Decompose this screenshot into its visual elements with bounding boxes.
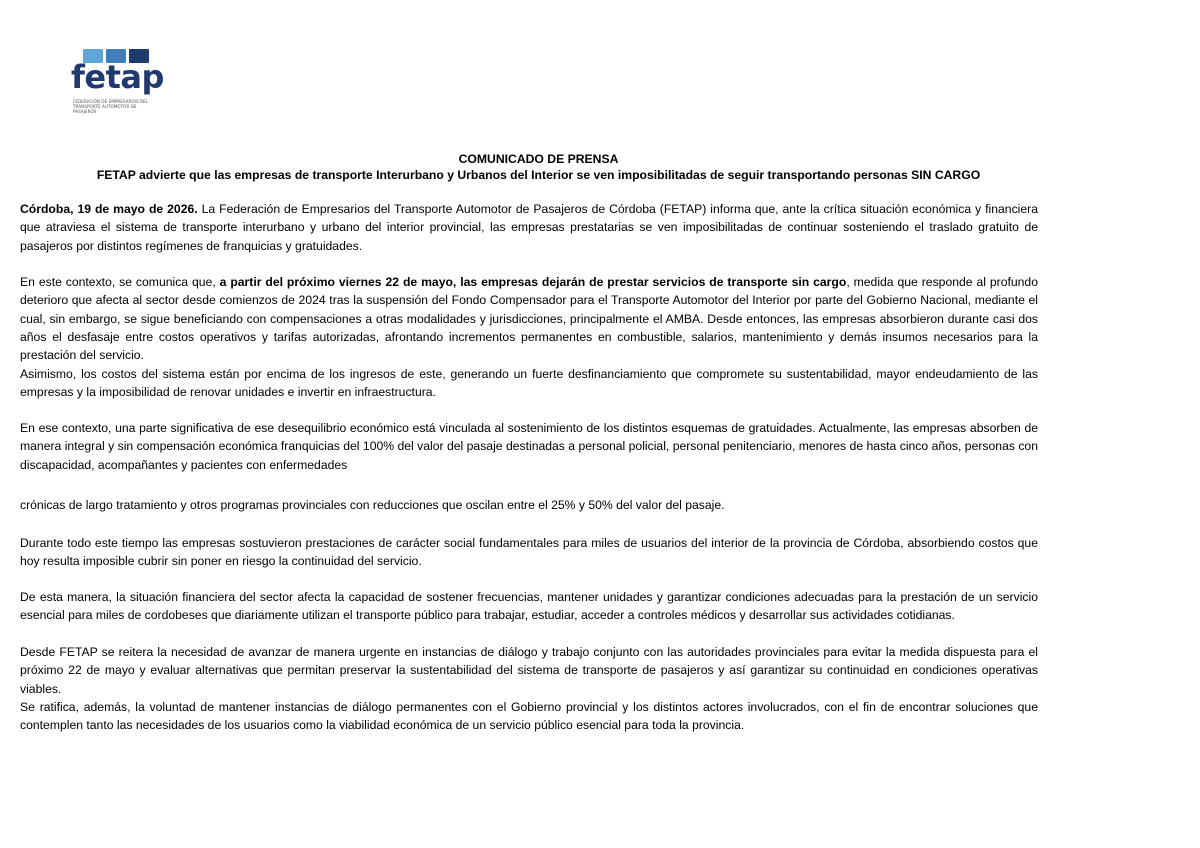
paragraph-9: Se ratifica, además, la voluntad de mantener instancias de diálogo permanentes con el Gobierno provincial y los distintos actores involucrados, con el fin de encontrar soluciones que contemplen tanto las necesidades de los usuarios como la viabilidad económica de un servicio público esencial para toda la provincia. — [20, 700, 1038, 733]
paragraph-4: En ese contexto, una parte significativa de ese desequilibrio económico está vinculada al sostenimiento de los distintos esquemas de gratuidades. Actualmente, las empresas absorben de manera integral y sin compensación económica franquicias del 100% del valor del pasaje destinadas a personal policial, personal penitenciario, menores de hasta cinco años, personas con discapacidad, acompañantes y pacientes con enfermedades — [20, 421, 1038, 472]
paragraph-2 — [20, 273, 1038, 364]
paragraph-6: Durante todo este tiempo las empresas sostuvieron prestaciones de carácter social fundamentales para miles de usuarios del interior de la provincia de Córdoba, absorbiendo costos que hoy resulta imposible cubrir sin poner en riesgo la continuidad del servicio. — [20, 536, 1038, 569]
paragraph-1-text: La Federación de Empresarios del Transporte Automotor de Pasajeros de Córdoba (FETAP) informa que, ante la crítica situación económica y financiera que atraviesa el sistema de transporte interurbano y urbano del interior provincial, las empresas prestatarias se ven imposibilitadas de continuar sosteniendo el traslado gratuito de pasajeros por distintos regímenes de franquicias y gratuidades. — [20, 202, 1038, 253]
logo-wordmark: fetap — [71, 58, 164, 96]
paragraph-3: Asimismo, los costos del sistema están por encima de los ingresos de este, generando un fuerte desfinanciamiento que compromete su sustentabilidad, mayor endeudamiento de las empresas y la imposibilidad de renovar unidades e invertir en infraestructura. — [20, 367, 1038, 400]
paragraph-5: crónicas de largo tratamiento y otros programas provinciales con reducciones que oscilan entre el 25% y 50% del valor del pasaje. — [20, 498, 725, 512]
logo-tagline: FEDERACIÓN DE EMPRESARIOS DEL TRANSPORTE AUTOMOTOR DE PASAJEROS — [73, 99, 149, 114]
fetap-logo — [71, 49, 164, 119]
paragraph-7: De esta manera, la situación financiera del sector afecta la capacidad de sostener frecuencias, mantener unidades y garantizar condiciones adecuadas para la prestación de un servicio esencial para miles de cordobeses que diariamente utilizan el transporte público para trabajar, estudiar, acceder a controles médicos y desarrollar sus actividades cotidianas. — [20, 590, 1038, 623]
document-kicker: COMUNICADO DE PRENSA — [458, 152, 619, 166]
dateline: Córdoba, 19 de mayo de 2026. — [20, 202, 198, 216]
paragraph-1 — [20, 200, 1038, 255]
paragraph-2-lead: En este contexto, se comunica que, — [20, 275, 220, 289]
paragraph-2-text: , medida que responde al profundo deterioro que afecta al sector desde comienzos de 2024 tras la suspensión del Fondo Compensador para el Transporte Automotor del Interior por parte del Gobierno Nacional, mediante el cual, sin embargo, se sigue beneficiando con compensaciones a otras modalidades y jurisdicciones, principalmente el AMBA. Desde entonces, las empresas absorbieron durante casi dos años el desfasaje entre costos operativos y tarifas autorizadas, afrontando incrementos permanentes en combustible, salarios, mantenimiento y demás insumos necesarios para la prestación del servicio. — [20, 275, 1038, 363]
paragraph-2-emphasis: a partir del próximo viernes 22 de mayo, las empresas dejarán de prestar servicios de transporte sin cargo — [219, 275, 847, 289]
paragraph-8: Desde FETAP se reitera la necesidad de avanzar de manera urgente en instancias de diálogo y trabajo conjunto con las autoridades provinciales para evitar la medida dispuesta para el próximo 22 de mayo y evaluar alternativas que permitan preservar la sustentabilidad del sistema de transporte de pasajeros y así garantizar su continuidad en condiciones operativas viables. — [20, 645, 1038, 696]
document-headline: FETAP advierte que las empresas de transporte Interurbano y Urbanos del Interior se ven imposibilitadas de seguir transportando personas SIN CARGO — [96, 168, 981, 182]
